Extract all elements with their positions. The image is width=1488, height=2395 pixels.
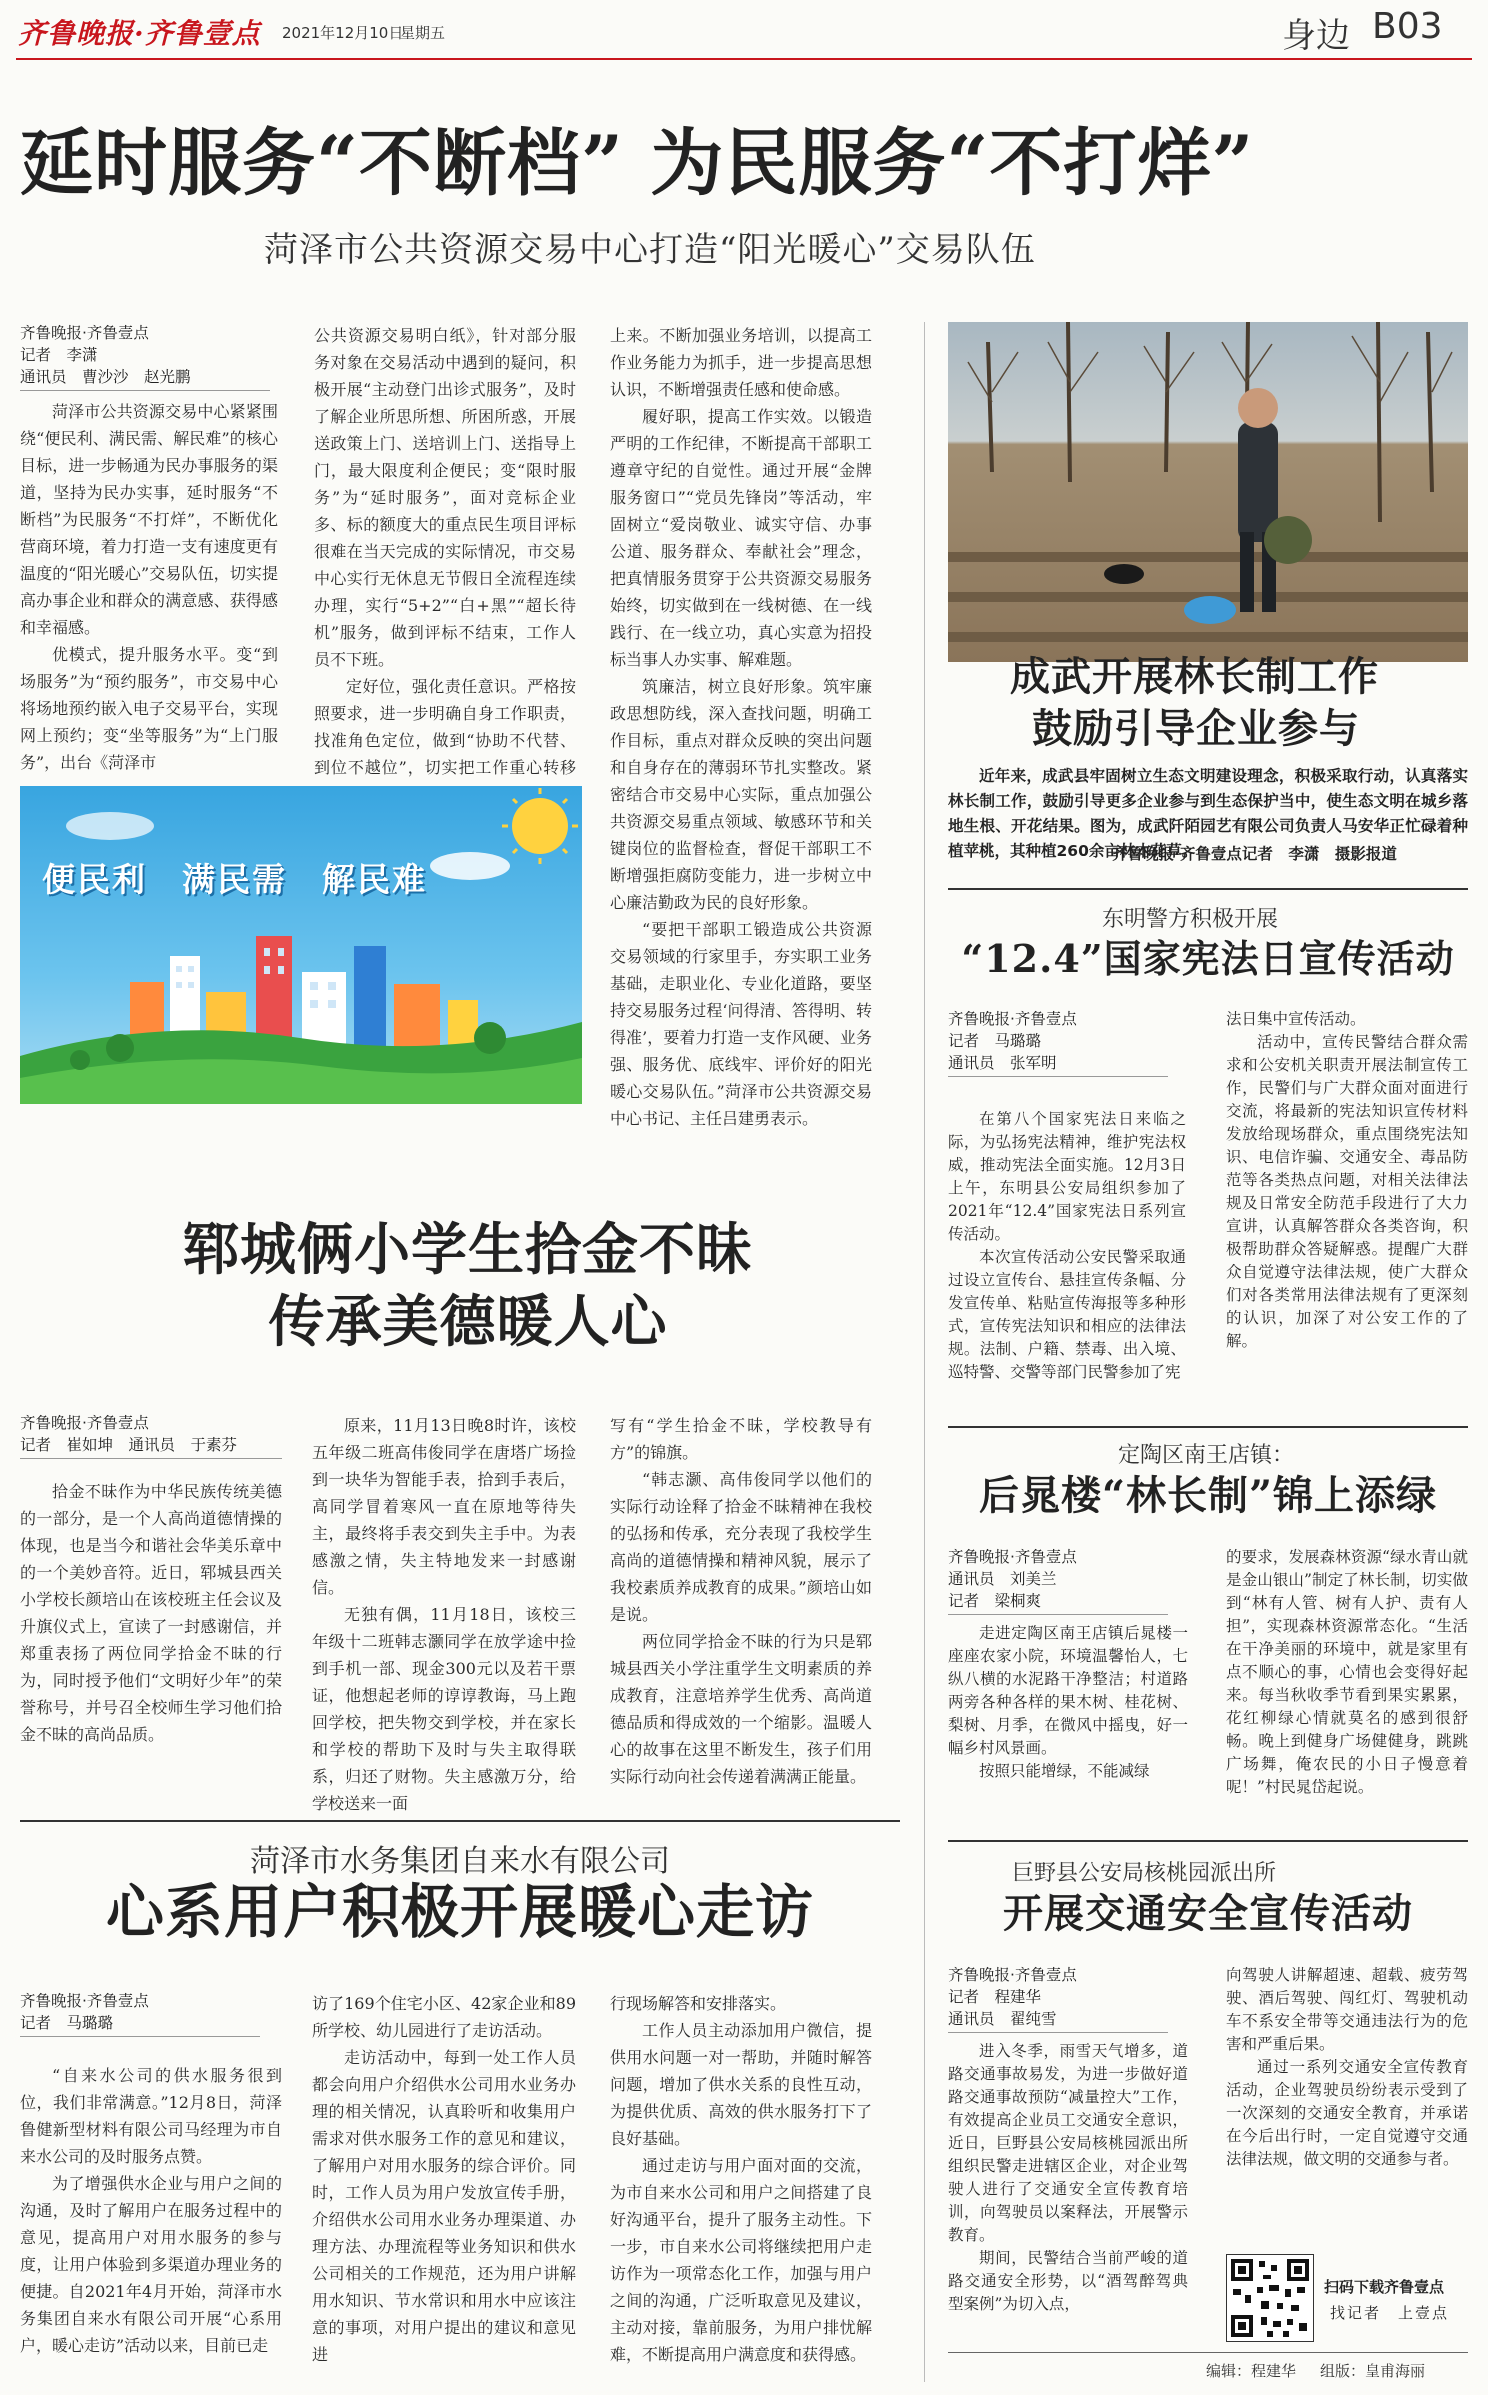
photo-story-title-1: 成武开展林长制工作 [1010,653,1379,700]
paragraph: 为了增强供水企业与用户之间的沟通，及时了解用户在服务过程中的意见，提高用户对用水服务的参与度，让用户体验到多渠道办理业务的便捷。自2021年4月开始，菏泽市水务集团自来水有限公司开展“心系用户，暖心走访”活动以来，目前已走 [20,2174,282,2355]
paragraph: 在第八个国家宪法日来临之际，为弘扬宪法精神，维护宪法权威，推动宪法全面实施。12月3日上午，东明县公安局组织参加了2021年“12.4”国家宪法日系列宣传活动。 [948,1110,1186,1243]
paragraph: 走进定陶区南王店镇后晁楼一座座农家小院，环境温馨怡人，七纵八横的水泥路干净整洁；村道路两旁各种各样的果木树、桂花树、梨树、月季，在微风中摇曳，好一幅乡村风景画。 [948,1624,1188,1757]
section-divider [948,1426,1468,1428]
masthead [0,0,1488,56]
traffic-correspondent: 通讯员 翟纯雪 [948,2010,1057,2028]
paragraph: “韩志灏、高伟俊同学以他们的实际行动诠释了拾金不昧精神在我校的弘扬和传承，充分表现了我校学生高尚的道德情操和精神风貌，展示了我校素质养成教育的成果。”颜培山如是说。 [610,1470,872,1624]
pickup-byline [20,1412,300,1459]
paragraph: 进入冬季，雨雪天气增多，道路交通事故易发，为进一步做好道路交通事故预防“减量控大”工作，有效提高企业员工交通安全意识，近日，巨野县公安局核桃园派出所组织民警走进辖区企业，对企业驾驶人进行了交通安全宣传教育培训，向驾驶员以案释法，开展警示教育。 [948,2042,1188,2244]
paragraph: 优模式，提升服务水平。变“到场服务”为“预约服务”，市交易中心将场地预约嵌入电子交易平台，实现网上预约；变“坐等服务”为“上门服务”，出台《菏泽市 [20,645,278,772]
byline-rule [948,2032,1168,2033]
pickup-col1 [20,1478,282,1748]
section-name: 身边 [1282,16,1350,56]
constitution-source: 齐鲁晚报·齐鲁壹点 [948,1010,1077,1028]
forest-col1 [948,1622,1188,1783]
footer-editor: 编辑：程建华 [1206,2362,1297,2380]
newspaper-logo: 齐鲁晚报·齐鲁壹点 [18,17,261,50]
paragraph: 菏泽市公共资源交易中心紧紧围绕“便民利、满民需、解民难”的核心目标，进一步畅通为民办事服务的渠道，坚持为民办实事，延时服务“不断档”为民服务“不打烊”，不断优化营商环境，着力打造一支有速度更有温度的“阳光暖心”交易队伍，切实提高办事企业和群众的满意感、获得感和幸福感。 [20,402,278,637]
paragraph: “要把干部职工锻造成公共资源交易领域的行家里手，夯实职工业务基础，走职业化、专业化道路，要坚持交易服务过程‘问得清、答得明、转得准’，要着力打造一支作风硬、业务强、服务优、底线牢、评价好的阳光暖心交易队伍。”菏泽市公共资源交易中心书记、主任吕建勇表示。 [610,920,872,1128]
forest-source: 齐鲁晚报·齐鲁壹点 [948,1548,1077,1566]
paragraph: 期间，民警结合当前严峻的道路交通安全形势，以“酒驾醉驾典型案例”为切入点， [948,2249,1188,2313]
pickup-col3 [610,1412,872,1790]
paragraph: 访了169个住宅小区、42家企业和89所学校、幼儿园进行了走访活动。 [312,1994,576,2040]
forest-photo [948,322,1468,662]
traffic-title: 开展交通安全宣传活动 [1003,1890,1413,1937]
lead-title: 延时服务“不断档” 为民服务“不打烊” [20,120,1255,206]
byline-rule [20,390,270,391]
constitution-col1 [948,1108,1186,1384]
issue-weekday: 星期五 [400,24,446,42]
lead-illustration [20,786,582,1104]
constitution-col2 [1226,1008,1468,1353]
byline-rule [948,1076,1168,1077]
paragraph: 走访活动中，每到一处工作人员都会向用户介绍供水公司用水业务办理的相关情况，认真聆听和收集用户需求对供水服务工作的意见和建议，了解用户对用水服务的综合评价。同时，工作人员为用户发放宣传手册，介绍供水公司用水业务办理渠道、办理方法、办理流程等业务知识和供水公司相关的工作规范，还为用户讲解用水知识、节水常识和用水中应该注意的事项，对用户提出的建议和意见进 [312,2048,576,2364]
photo-story-title-2: 鼓励引导企业参与 [1032,705,1360,752]
issue-date: 2021年12月10日 [282,24,404,42]
paragraph: 定好位，强化责任意识。严格按照要求，进一步明确自身工作职责，找准角色定位，做到“协助不代替、到位不越位”，切实把工作重心转移 [314,677,576,777]
constitution-correspondent: 通讯员 张军明 [948,1054,1057,1072]
forest-reporter: 记者 梁桐爽 [948,1592,1042,1610]
pickup-source: 齐鲁晚报·齐鲁壹点 [20,1414,149,1432]
qr-pattern-icon [1227,2255,1313,2341]
pickup-col2 [312,1412,576,1817]
forest-correspondent: 通讯员 刘美兰 [948,1570,1057,1588]
byline-rule [948,1614,1168,1615]
qr-slogan: 找记者 上壹点 [1330,2304,1450,2322]
traffic-source: 齐鲁晚报·齐鲁壹点 [948,1966,1077,1984]
lead-correspondent: 通讯员 曹沙沙 赵光鹏 [20,368,191,386]
paragraph: “自来水公司的供水服务很到位，我们非常满意。”12月8日，菏泽鲁健新型材料有限公司马经理为市自来水公司的及时服务点赞。 [20,2066,282,2166]
column-separator [924,322,925,2382]
forest-title: 后晁楼“林长制”锦上添绿 [978,1472,1437,1519]
constitution-title: “12.4”国家宪法日宣传活动 [961,936,1455,981]
section-divider [20,1820,900,1822]
lead-col2 [314,322,576,808]
city-illustration [20,786,582,1104]
banner-slogan: 便民利 满民需 解民难 [42,860,427,899]
byline-rule [20,1458,282,1459]
traffic-kicker: 巨野县公安局核桃园派出所 [1012,1861,1277,1886]
page-number: B03 [1372,6,1443,47]
lead-byline [20,322,290,391]
traffic-reporter: 记者 程建华 [948,1988,1042,2006]
water-source: 齐鲁晚报·齐鲁壹点 [20,1992,149,2010]
lead-subtitle: 菏泽市公共资源交易中心打造“阳光暖心”交易队伍 [264,230,1036,270]
field-scene [948,322,1468,662]
paragraph: 通过走访与用户面对面的交流，为市自来水公司和用户之间搭建了良好沟通平台，提升了服务主动性。下一步，市自来水公司将继续把用户走访作为一项常态化工作，加强与用户之间的沟通，广泛听取意见及建议，主动对接，靠前服务，为用户排忧解难，不断提高用户满意度和获得感。 [610,2156,872,2364]
paragraph: 活动中，宣传民警结合群众需求和公安机关职责开展法制宣传工作，民警们与广大群众面对面进行交流，将最新的宪法知识宣传材料发放给现场群众，重点围绕宪法知识、电信诈骗、交通安全、毒品防范等各类热点问题，对相关法律法规及日常安全防范手段进行了大力宣讲，认真解答群众各类咨询，积极帮助群众答疑解惑。提醒广大群众自觉遵守法律法规，使广大群众们对各类常用法律法规有了更深刻的认识，加深了对公安工作的了解。 [1226,1033,1468,1350]
water-kicker: 菏泽市水务集团自来水有限公司 [250,1844,670,1879]
paragraph: 法日集中宣传活动。 [1226,1010,1366,1028]
traffic-col2 [1226,1964,1468,2171]
section-divider [948,888,1468,890]
byline-rule [20,2036,260,2037]
water-title: 心系用户积极开展暖心走访 [105,1878,814,1946]
lead-col1 [20,398,278,776]
traffic-col1 [948,2040,1188,2316]
water-reporter: 记者 马璐璐 [20,2014,114,2032]
paragraph: 工作人员主动添加用户微信，提供用水问题一对一帮助，并随时解答问题，增加了供水关系的良性互动，为提供优质、高效的供水服务打下了良好基础。 [610,2021,872,2148]
lead-reporter: 记者 李潇 [20,346,98,364]
paragraph: 通过一系列交通安全宣传教育活动，企业驾驶员纷纷表示受到了一次深刻的交通安全教育，并承诺在今后出行时，一定自觉遵守交通法律法规，做文明的交通参与者。 [1226,2058,1468,2168]
paragraph: 上来。不断加强业务培训，以提高工作业务能力为抓手，进一步提高思想认识，不断增强责任感和使命感。 [610,326,872,399]
section-divider [948,1840,1468,1842]
masthead-rule [16,58,1472,60]
qr-label: 扫码下载齐鲁壹点 [1324,2278,1445,2296]
paragraph: 无独有偶，11月18日，该校三年级十二班韩志灏同学在放学途中捡到手机一部、现金300元以及若干票证，他想起老师的谆谆教诲，马上跑回学校，把失物交到学校，并在家长和学校的帮助下及时与失主取得联系，归还了财物。失主感激万分，给学校送来一面 [312,1605,576,1813]
constitution-reporter: 记者 马璐璐 [948,1032,1042,1050]
pickup-title-2: 传承美德暖人心 [268,1289,668,1355]
water-col3 [610,1990,872,2368]
footer-designer: 组版：皇甫海丽 [1320,2362,1426,2380]
forest-kicker: 定陶区南王店镇： [1118,1443,1295,1468]
paragraph: 原来，11月13日晚8时许，该校五年级二班高伟俊同学在唐塔广场捡到一块华为智能手表，拾到手表后，高同学冒着寒风一直在原地等待失主，最终将手表交到失主手中。为表感激之情，失主特地发来一封感谢信。 [312,1416,576,1597]
constitution-byline [948,1008,1188,1077]
paragraph: 按照只能增绿，不能减绿 [979,1762,1150,1780]
forest-col2 [1226,1546,1468,1799]
paragraph: 向驾驶人讲解超速、超载、疲劳驾驶、酒后驾驶、闯红灯、驾驶机动车不系安全带等交通违法行为的危害和严重后果。 [1226,1966,1468,2053]
forest-byline [948,1546,1188,1615]
water-col1 [20,2062,282,2359]
paragraph: 本次宣传活动公安民警采取通过设立宣传台、悬挂宣传条幅、分发宣传单、粘贴宣传海报等多种形式，宣传宪法知识和相应的法律法规。法制、户籍、禁毒、出入境、巡特警、交警等部门民警参加了宪 [948,1248,1186,1381]
water-byline [20,1990,290,2037]
pickup-title-1: 郓城俩小学生拾金不昧 [183,1217,753,1283]
paragraph: 行现场解答和安排落实。 [610,1994,787,2013]
photo-story-caption: 近年来，成武县牢固树立生态文明建设理念，积极采取行动，认真落实林长制工作，鼓励引导更多企业参与到生态保护当中，使生态文明在城乡落地生根、开花结果。图为，成武阡陌园艺有限公司负责人马安华正忙碌着种植苹桃，其种植260余亩林木花草。 [948,767,1468,860]
lead-col3 [610,322,872,1132]
footer-rule [948,2352,1468,2353]
paragraph: 的要求，发展森林资源“绿水青山就是金山银山”制定了林长制，切实做到“林有人管、树有人护、责有人担”，实现森林资源常态化。“生活在干净美丽的环境中，就是家里有点不顺心的事，心情也会变得好起来。每当秋收季节看到果实累累，花红柳绿心情就莫名的感到很舒畅。晚上到健身广场健健身，跳跳广场舞，俺农民的小日子慢意着呢！”村民晁岱起说。 [1226,1548,1468,1796]
photo-story-credit: 齐鲁晚报·齐鲁壹点记者 李潇 摄影报道 [1112,845,1397,863]
water-col2 [312,1990,576,2368]
constitution-kicker: 东明警方积极开展 [1102,907,1279,932]
paragraph: 公共资源交易明白纸》，针对部分服务对象在交易活动中遇到的疑问，积极开展“主动登门出诊式服务”，及时了解企业所思所想、所困所惑，开展送政策上门、送培训上门、送指导上门，最大限度利企便民；变“限时服务”为“延时服务”，面对竞标企业多、标的额度大的重点民生项目评标很难在当天完成的实际情况，市交易中心实行无休息无节假日全流程连续办理，实行“5+2”“白+黑”“超长待机”服务，做到评标不结束，工作人员不下班。 [314,326,576,669]
paragraph: 筑廉洁，树立良好形象。筑牢廉政思想防线，深入查找问题，明确工作目标，重点对群众反映的突出问题和自身存在的薄弱环节扎实整改。紧密结合市交易中心实际，重点加强公共资源交易重点领域、敏感环节和关键岗位的监督检查，督促干部职工不断增强拒腐防变能力，进一步树立中心廉洁勤政为民的良好形象。 [610,677,872,912]
pickup-reporters: 记者 崔如坤 通讯员 于素芬 [20,1436,238,1454]
paragraph: 写有“学生拾金不昧，学校教导有方”的锦旗。 [610,1416,872,1462]
paragraph: 拾金不昧作为中华民族传统美德的一部分，是一个人高尚道德情操的体现，也是当今和谐社会华美乐章中的一个美妙音符。近日，郓城县西关小学校长颜培山在该校班主任会议及升旗仪式上，宣读了一封感谢信，并郑重表扬了两位同学拾金不昧的行为，同时授予他们“文明好少年”的荣誉称号，并号召全校师生学习他们拾金不昧的高尚品质。 [20,1482,282,1744]
paragraph: 两位同学拾金不昧的行为只是郓城县西关小学注重学生文明素质的养成教育，注意培养学生优秀、高尚道德品质和得成效的一个缩影。温暖人心的故事在这里不断发生，孩子们用实际行动向社会传递着满满正能量。 [610,1632,872,1786]
lead-source: 齐鲁晚报·齐鲁壹点 [20,324,149,342]
traffic-byline [948,1964,1188,2033]
paragraph: 履好职，提高工作实效。以锻造严明的工作纪律，不断提高干部职工遵章守纪的自觉性。通过开展“金牌服务窗口”“党员先锋岗”等活动，牢固树立“爱岗敬业、诚实守信、办事公道、服务群众、奉献社会”理念，把真情服务贯穿于公共资源交易服务始终，切实做到在一线树德、在一线践行、在一线立功，真心实意为招投标当事人办实事、解难题。 [610,407,872,669]
qr-code[interactable] [1226,2254,1314,2342]
